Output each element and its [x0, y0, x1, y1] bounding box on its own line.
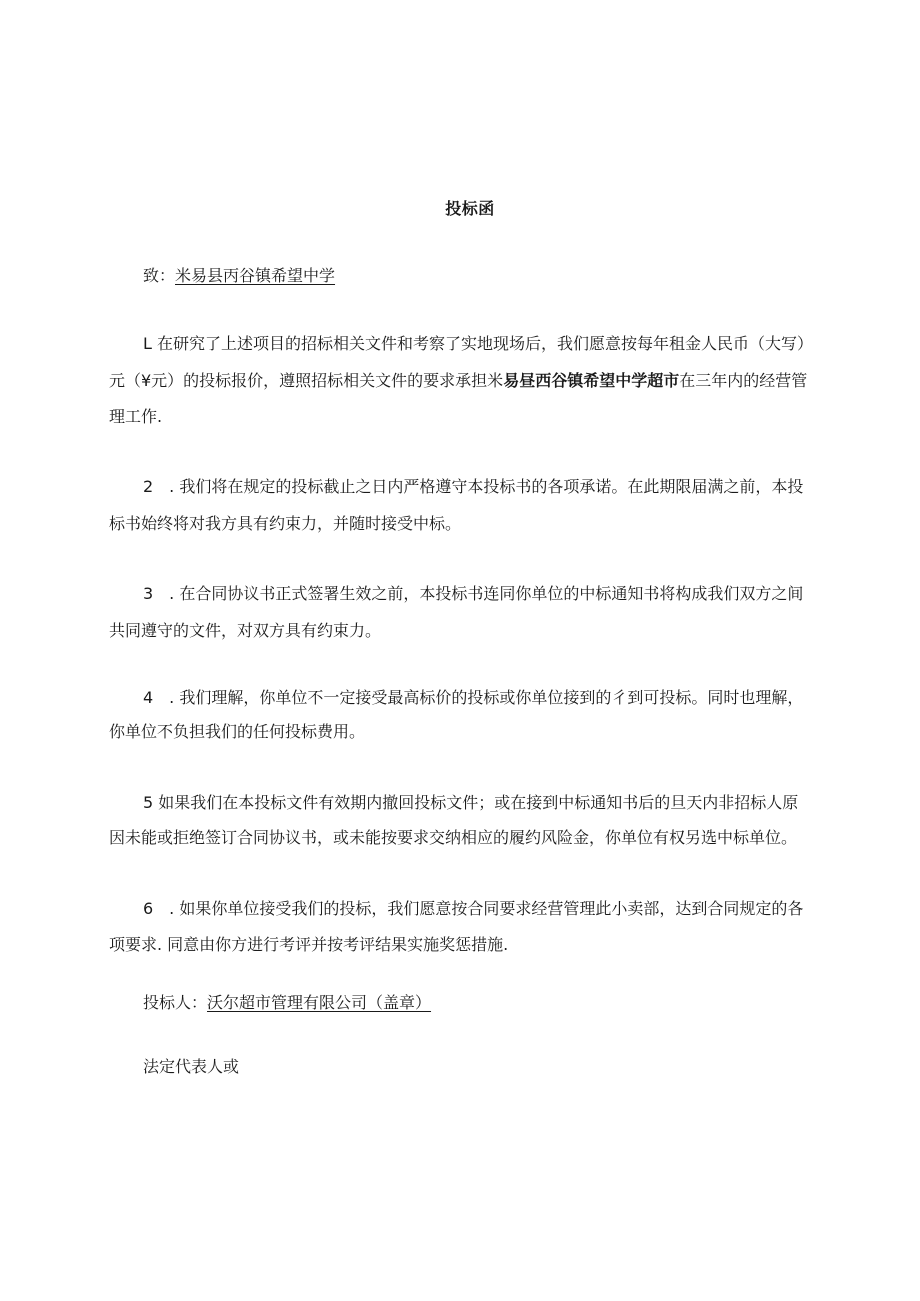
p1-line2-a: 元（¥元）的投标报价，遵照招标相关文件的要求承担米 [109, 371, 504, 390]
document-title: 投标函 [445, 199, 495, 218]
p6-line2: 项要求. 同意由你方进行考评并按考评结果实施奖惩措施. [109, 935, 509, 954]
p1-line2-b: 在三年内的经营管 [679, 371, 808, 390]
p4-line1: 4 . 我们理解，你单位不一定接受最高标价的投标或你单位接到的彳到可投标。同时也理解， [143, 688, 804, 707]
p3-line2: 共同遵守的文件，对双方具有约束力。 [109, 621, 382, 640]
p5-line1: 5 如果我们在本投标文件有效期内撤回投标文件；或在接到中标通知书后的旦天内非招标人原 [143, 793, 799, 812]
recipient-name: 米易县丙谷镇希望中学 [175, 266, 336, 285]
bidder-prefix: 投标人： [143, 993, 208, 1012]
recipient-prefix: 致： [143, 266, 176, 285]
bidder-name: 沃尔超市管理有限公司（盖章） [207, 993, 432, 1012]
p2-line2: 标书始终将对我方具有约束力，并随时接受中标。 [109, 514, 462, 533]
p1-line3: 理工作. [109, 407, 163, 426]
p1-line2-bold: 易昼西谷镇希望中学超市 [503, 371, 680, 390]
p1-line2 [109, 369, 849, 393]
p6-line1: 6 . 如果你单位接受我们的投标，我们愿意按合同要求经营管理此小卖部，达到合同规定的各 [143, 899, 804, 918]
p5-line2: 因未能或拒绝签订合同协议书，或未能按要求交纳相应的履约风险金，你单位有权另选中标单位。 [109, 828, 798, 847]
recipient-line [143, 264, 849, 288]
p3-line1: 3 . 在合同协议书正式签署生效之前，本投标书连同你单位的中标通知书将构成我们双方之间 [143, 584, 804, 603]
p1-line1: L 在研究了上述项目的招标相关文件和考察了实地现场后，我们愿意按每年租金人民币（大写） [143, 334, 814, 353]
p4-line2: 你单位不负担我们的任何投标费用。 [109, 722, 366, 741]
bidder-line [143, 991, 849, 1015]
p2-line1: 2 . 我们将在规定的投标截止之日内严格遵守本投标书的各项承诺。在此期限届满之前，本投 [143, 477, 804, 496]
legal-representative-line: 法定代表人或 [143, 1057, 240, 1076]
